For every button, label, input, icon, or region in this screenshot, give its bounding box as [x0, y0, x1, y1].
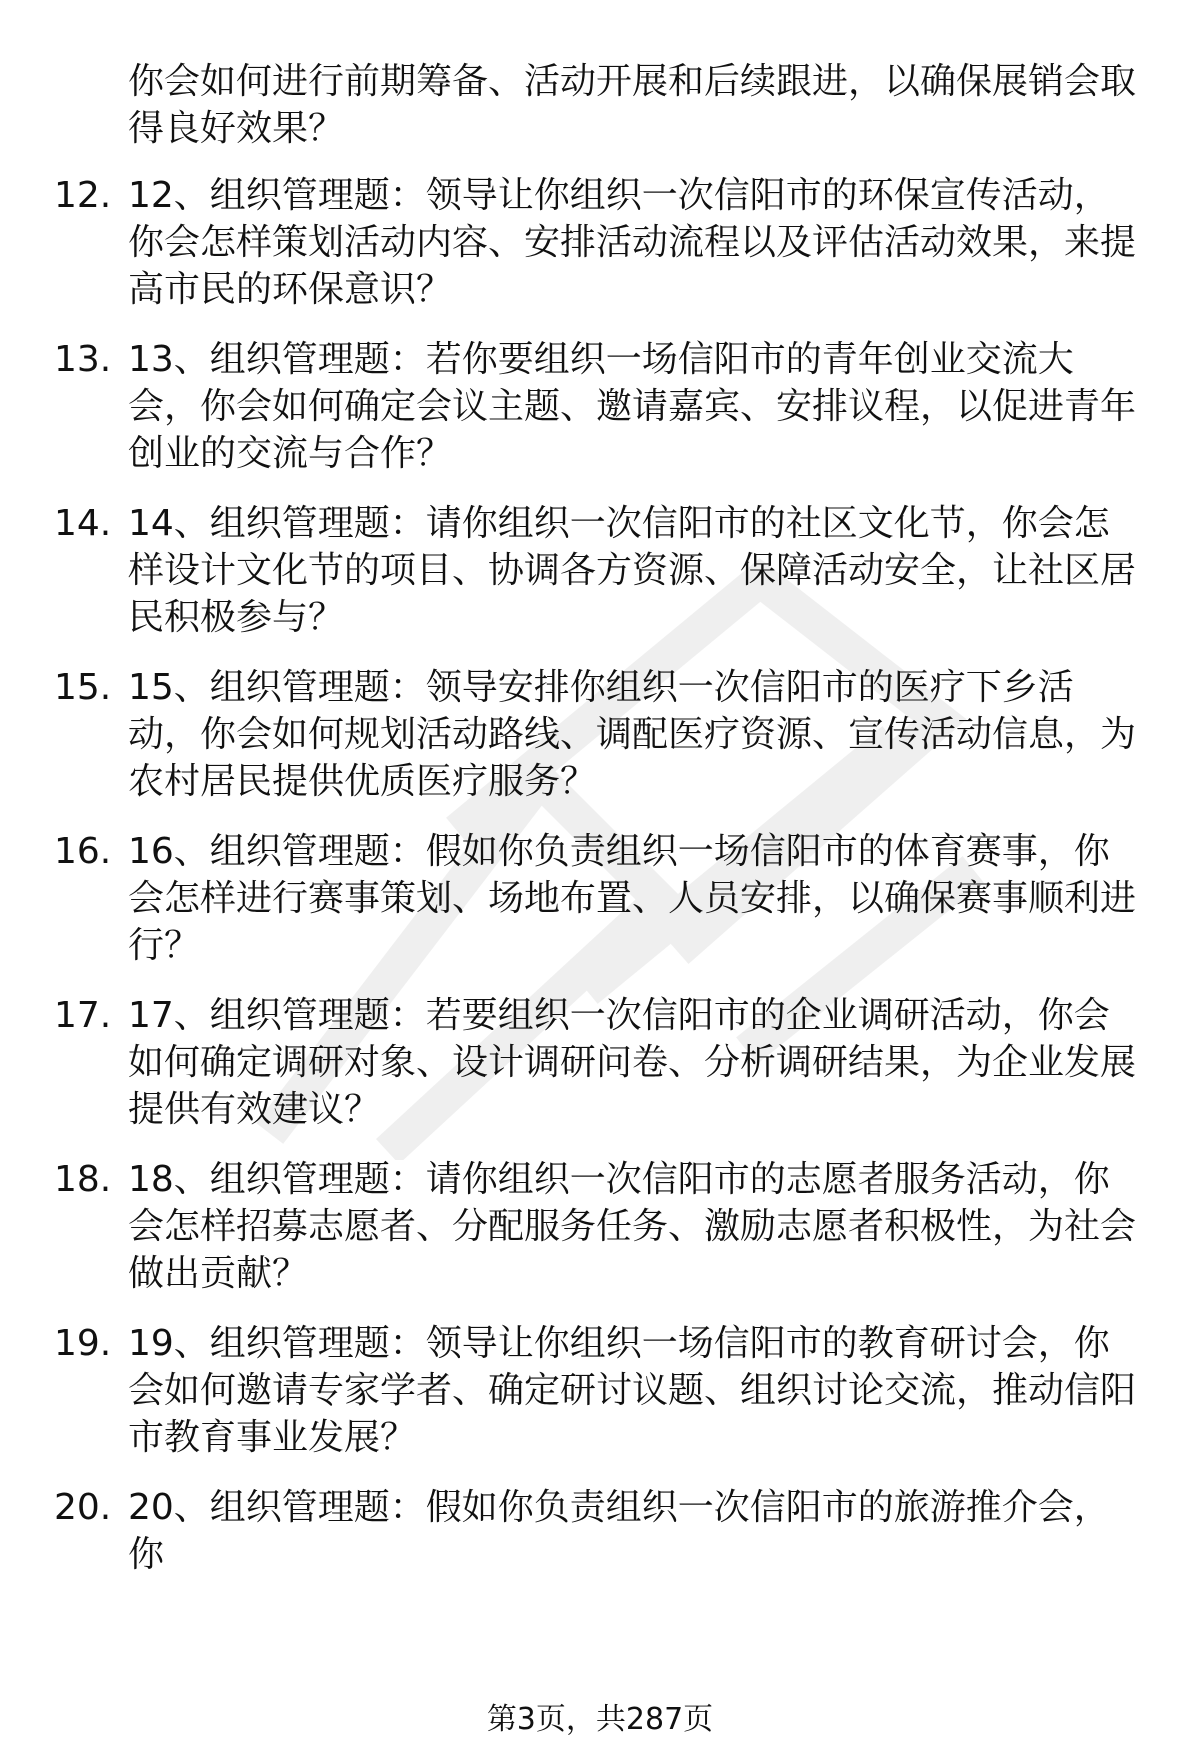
- continued-question-text: 你会如何进行前期筹备、活动开展和后续跟进，以确保展销会取得良好效果？: [128, 61, 1137, 149]
- list-item-text: 16、组织管理题：假如你负责组织一场信阳市的体育赛事，你会怎样进行赛事策划、场地布置、人员安排，以确保赛事顺利进行？: [128, 831, 1137, 966]
- list-item-text: 18、组织管理题：请你组织一次信阳市的志愿者服务活动，你会怎样招募志愿者、分配服务任务、激励志愿者积极性，为社会做出贡献？: [128, 1159, 1137, 1294]
- list-item-text: 17、组织管理题：若要组织一次信阳市的企业调研活动，你会如何确定调研对象、设计调研问卷、分析调研结果，为企业发展提供有效建议？: [128, 995, 1137, 1130]
- list-item-number: 14.: [54, 503, 112, 544]
- list-item-number: 17.: [54, 995, 112, 1036]
- list-item-number: 12.: [54, 175, 112, 216]
- list-item-text: 13、组织管理题：若你要组织一场信阳市的青年创业交流大会，你会如何确定会议主题、邀请嘉宾、安排议程，以促进青年创业的交流与合作？: [128, 339, 1137, 474]
- list-item-number: 20.: [54, 1487, 112, 1528]
- list-item-text: 12、组织管理题：领导让你组织一次信阳市的环保宣传活动，你会怎样策划活动内容、安排活动流程以及评估活动效果，来提高市民的环保意识？: [128, 175, 1137, 310]
- list-item-text: 19、组织管理题：领导让你组织一场信阳市的教育研讨会，你会如何邀请专家学者、确定研讨议题、组织讨论交流，推动信阳市教育事业发展？: [128, 1323, 1137, 1458]
- list-item-text: 14、组织管理题：请你组织一次信阳市的社区文化节，你会怎样设计文化节的项目、协调各方资源、保障活动安全，让社区居民积极参与？: [128, 503, 1137, 638]
- list-item-text: 20、组织管理题：假如你负责组织一次信阳市的旅游推介会，你: [128, 1487, 1110, 1575]
- list-item-number: 13.: [54, 339, 112, 380]
- page-footer: 第3页，共287页: [486, 1702, 714, 1737]
- list-item-number: 15.: [54, 667, 112, 708]
- list-item-number: 19.: [54, 1323, 112, 1364]
- list-item-number: 18.: [54, 1159, 112, 1200]
- list-item-number: 16.: [54, 831, 112, 872]
- list-item-text: 15、组织管理题：领导安排你组织一次信阳市的医疗下乡活动，你会如何规划活动路线、调配医疗资源、宣传活动信息，为农村居民提供优质医疗服务？: [128, 667, 1137, 802]
